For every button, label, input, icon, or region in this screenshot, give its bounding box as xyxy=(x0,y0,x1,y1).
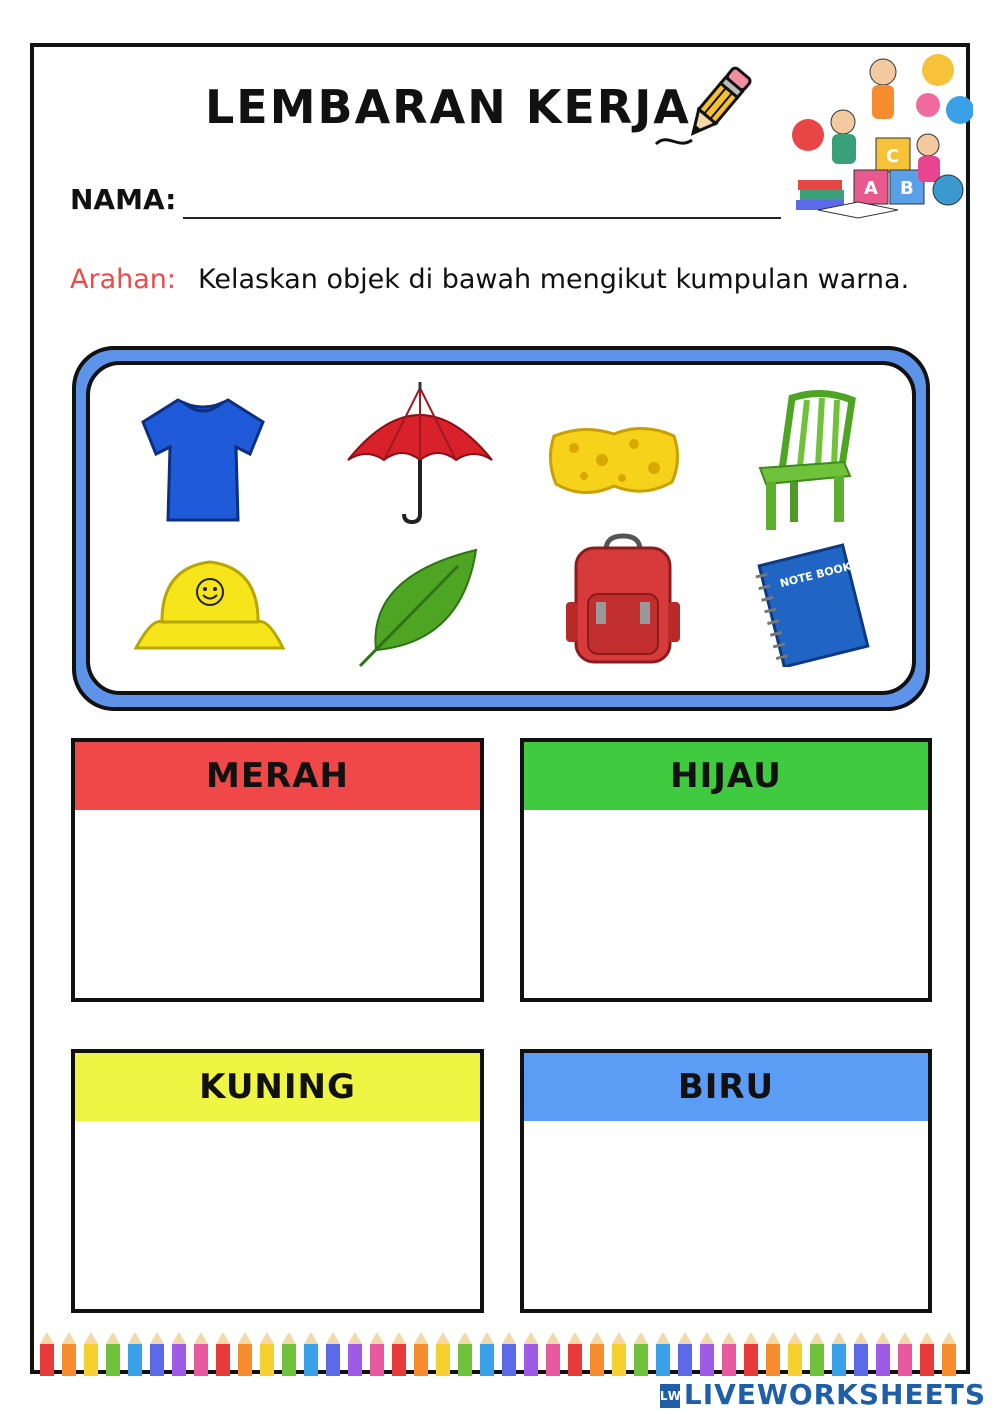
pencil-decoration xyxy=(766,1332,780,1376)
pencil-decoration xyxy=(348,1332,362,1376)
pencil-decoration xyxy=(458,1332,472,1376)
pencil-decoration xyxy=(238,1332,252,1376)
category-box-kuning[interactable] xyxy=(71,1049,484,1313)
pencil-decoration xyxy=(920,1332,934,1376)
pencil-decoration xyxy=(568,1332,582,1376)
pencil-decoration xyxy=(854,1332,868,1376)
pencil-decoration xyxy=(876,1332,890,1376)
pencil-decoration xyxy=(788,1332,802,1376)
leaf-icon[interactable] xyxy=(358,546,480,668)
pencil-decoration xyxy=(678,1332,692,1376)
pencil-decoration xyxy=(194,1332,208,1376)
pencil-decoration xyxy=(502,1332,516,1376)
pencil-decoration xyxy=(832,1332,846,1376)
pencil-decoration xyxy=(700,1332,714,1376)
pencil-icon xyxy=(648,62,758,152)
pencil-decoration xyxy=(106,1332,120,1376)
pencil-decoration xyxy=(172,1332,186,1376)
pencil-decoration xyxy=(62,1332,76,1376)
svg-text:C: C xyxy=(886,146,900,167)
pencil-decoration xyxy=(392,1332,406,1376)
pencil-decoration xyxy=(150,1332,164,1376)
pencil-decoration xyxy=(84,1332,98,1376)
category-box-biru[interactable] xyxy=(520,1049,932,1313)
category-box-merah[interactable] xyxy=(71,738,484,1002)
pencil-decoration xyxy=(326,1332,340,1376)
liveworksheets-brand: LIVEWORKSHEETS xyxy=(683,1378,986,1411)
umbrella-icon[interactable] xyxy=(344,380,496,525)
pencil-decoration xyxy=(436,1332,450,1376)
tshirt-icon[interactable] xyxy=(138,392,268,527)
category-header-kuning: KUNING xyxy=(75,1053,480,1121)
pencil-decoration xyxy=(722,1332,736,1376)
sponge-icon[interactable] xyxy=(544,420,684,500)
pencil-decoration xyxy=(414,1332,428,1376)
category-header-biru: BIRU xyxy=(524,1053,928,1121)
pencils-border xyxy=(38,1330,968,1378)
name-label: NAMA: xyxy=(70,183,177,216)
pencil-decoration xyxy=(810,1332,824,1376)
pencil-decoration xyxy=(304,1332,318,1376)
pencil-decoration xyxy=(524,1332,538,1376)
pencil-decoration xyxy=(634,1332,648,1376)
pencil-decoration xyxy=(942,1332,956,1376)
instructions xyxy=(70,263,940,297)
pencil-decoration xyxy=(480,1332,494,1376)
pencil-decoration xyxy=(612,1332,626,1376)
notebook-label: NOTE BOOK xyxy=(778,559,853,591)
kids-blocks-illustration xyxy=(788,50,973,225)
category-header-merah: MERAH xyxy=(75,742,480,810)
pencil-decoration xyxy=(282,1332,296,1376)
pencil-decoration xyxy=(546,1332,560,1376)
category-box-hijau[interactable] xyxy=(520,738,932,1002)
pencil-decoration xyxy=(260,1332,274,1376)
svg-text:B: B xyxy=(900,178,914,199)
pencil-decoration xyxy=(656,1332,670,1376)
notebook-icon[interactable] xyxy=(752,542,874,667)
pencil-decoration xyxy=(216,1332,230,1376)
name-input-line[interactable] xyxy=(183,217,781,219)
pencil-decoration xyxy=(128,1332,142,1376)
instructions-text: Kelaskan objek di bawah mengikut kumpulan warna. xyxy=(198,264,910,295)
pencil-decoration xyxy=(40,1332,54,1376)
bucket-hat-icon[interactable] xyxy=(132,556,287,656)
page-title: LEMBARAN KERJA xyxy=(205,80,691,134)
instructions-label: Arahan: xyxy=(70,264,176,295)
pencil-decoration xyxy=(744,1332,758,1376)
pencil-decoration xyxy=(898,1332,912,1376)
chair-icon[interactable] xyxy=(752,388,857,533)
liveworksheets-logo xyxy=(660,1378,986,1411)
backpack-icon[interactable] xyxy=(566,532,680,667)
liveworksheets-logo-mark: LW xyxy=(660,1384,680,1408)
svg-text:A: A xyxy=(864,178,878,199)
category-header-hijau: HIJAU xyxy=(524,742,928,810)
pencil-decoration xyxy=(590,1332,604,1376)
pencil-decoration xyxy=(370,1332,384,1376)
